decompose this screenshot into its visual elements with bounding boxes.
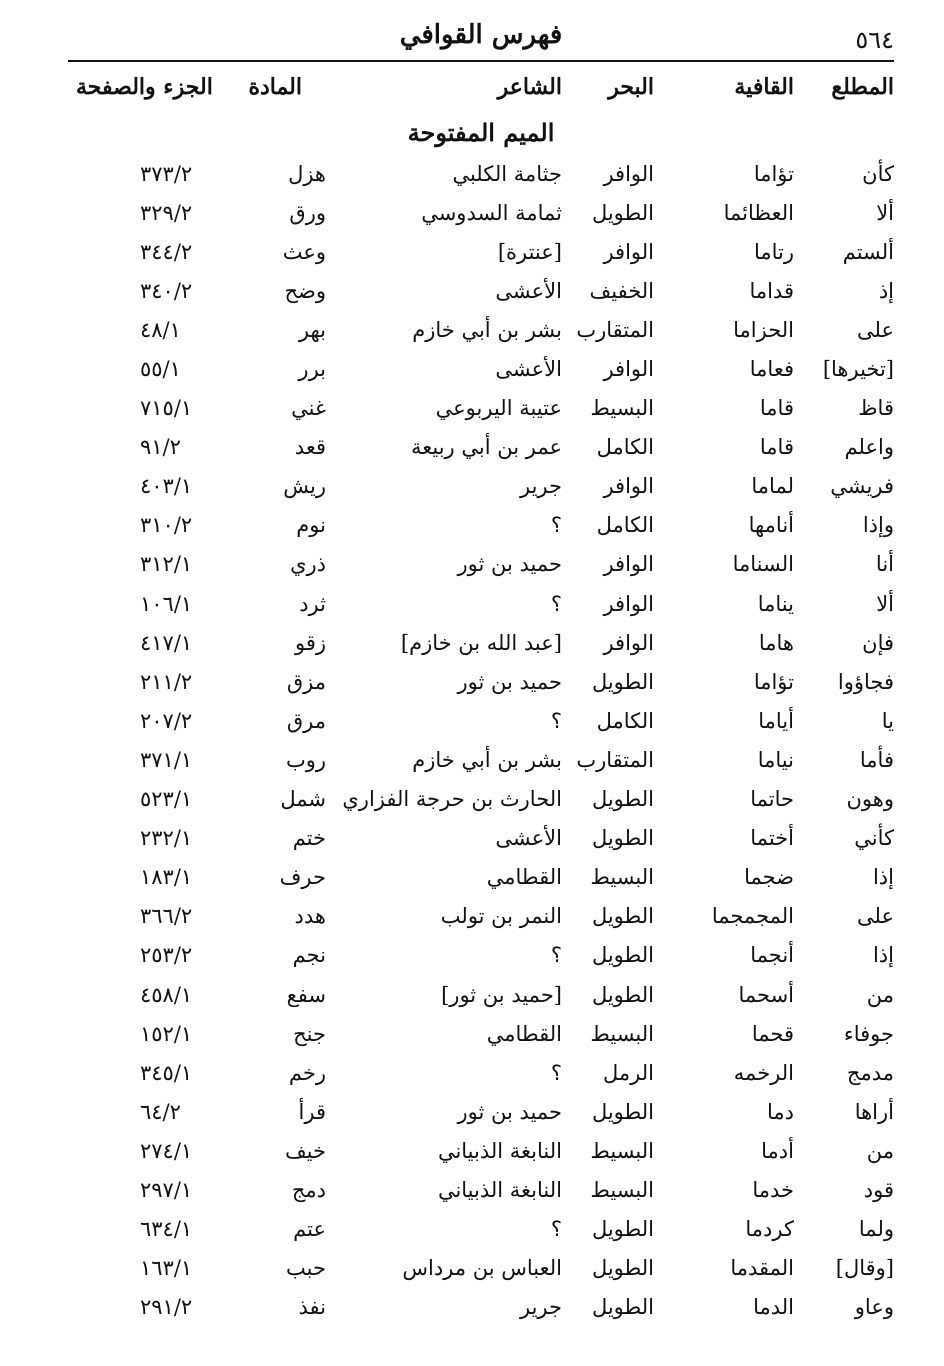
cell-root: مزق: [286, 669, 326, 694]
cell-meter: الخفيف: [589, 278, 654, 303]
cell-poet: العباس بن مرداس: [402, 1256, 562, 1281]
cell-meter: الطويل: [591, 1295, 654, 1320]
cell-meter: البسيط: [590, 1177, 654, 1202]
page: [68, 16, 894, 1327]
cell-rhyme: أختما: [750, 826, 794, 851]
cell-poet: ؟: [550, 1217, 562, 1242]
running-title: فهرس القوافي: [399, 20, 563, 50]
cell-root: جنح: [293, 1021, 326, 1046]
table-row: [68, 975, 894, 1014]
cell-rhyme: كردما: [745, 1217, 794, 1242]
cell-root: ثرد: [299, 591, 326, 616]
cell-volume-page: ٢٣٢/١: [140, 826, 193, 851]
cell-root: بهر: [298, 317, 326, 342]
cell-rhyme: قاما: [759, 435, 794, 460]
table-row: [68, 467, 894, 506]
cell-poet: حميد بن ثور: [457, 552, 562, 577]
cell-poet: النابغة الذبياني: [437, 1138, 562, 1163]
cell-meter: الطويل: [591, 982, 654, 1007]
table-row: [68, 936, 894, 975]
cell-meter: الوافر: [603, 630, 654, 655]
cell-root: عتم: [293, 1217, 326, 1242]
cell-root: ورق: [289, 200, 326, 225]
table-row: [68, 662, 894, 701]
cell-rhyme: ضجما: [744, 865, 794, 890]
cell-volume-page: ٣٤٤/٢: [140, 239, 193, 264]
cell-meter: الوافر: [603, 239, 654, 264]
cell-root: هدد: [294, 904, 326, 929]
cell-poet: ؟: [550, 513, 562, 538]
cell-poet: ؟: [550, 591, 562, 616]
cell-root: نفذ: [298, 1295, 326, 1320]
table-row: [68, 271, 894, 310]
cell-rhyme: المقدما: [730, 1256, 794, 1281]
cell-rhyme: قحما: [751, 1021, 794, 1046]
cell-volume-page: ٣٤٠/٢: [140, 278, 193, 303]
cell-rhyme: العظائما: [723, 200, 794, 225]
cell-volume-page: ٣٤٥/١: [140, 1060, 193, 1085]
cell-volume-page: ٢٧٤/١: [140, 1138, 193, 1163]
table-row: [68, 1288, 894, 1327]
cell-opening: ألا: [876, 591, 894, 616]
table-row: [68, 310, 894, 349]
cell-opening: أنا: [875, 552, 894, 577]
cell-opening: جوفاء: [843, 1021, 894, 1046]
cell-meter: الوافر: [603, 591, 654, 616]
cell-meter: الطويل: [591, 200, 654, 225]
cell-rhyme: قاما: [759, 396, 794, 421]
table-row: [68, 428, 894, 467]
cell-meter: الطويل: [591, 669, 654, 694]
cell-poet: جثامة الكلبي: [452, 161, 562, 186]
cell-root: زقو: [294, 630, 326, 655]
cell-rhyme: قداما: [749, 278, 794, 303]
cell-volume-page: ١٥٢/١: [140, 1021, 193, 1046]
cell-volume-page: ٣١٢/١: [140, 552, 193, 577]
cell-meter: الطويل: [591, 787, 654, 812]
cell-volume-page: ١٠٦/١: [140, 591, 193, 616]
table-row: [68, 740, 894, 779]
cell-meter: المتقارب: [576, 317, 654, 342]
table-row: [68, 1092, 894, 1131]
cell-rhyme: هاما: [758, 630, 794, 655]
column-header-poet: الشاعر: [497, 74, 562, 100]
cell-opening: على: [857, 317, 894, 342]
cell-root: نوم: [296, 513, 326, 538]
cell-opening: ألستم: [842, 239, 894, 264]
cell-volume-page: ٢٩١/٢: [140, 1295, 193, 1320]
cell-volume-page: ٤١٧/١: [140, 630, 193, 655]
table-row: [68, 701, 894, 740]
table-row: [68, 1249, 894, 1288]
index-table: [68, 154, 894, 1327]
cell-root: قعد: [294, 435, 326, 460]
cell-meter: الوافر: [603, 552, 654, 577]
table-row: [68, 232, 894, 271]
cell-rhyme: الحزاما: [733, 317, 794, 342]
cell-poet: [عنترة]: [497, 239, 562, 264]
section-title: الميم المفتوحة: [407, 118, 555, 147]
cell-rhyme: خدما: [752, 1177, 794, 1202]
column-header-ref: الجزء والصفحة: [76, 74, 213, 100]
column-header-rhyme: القافية: [734, 74, 794, 100]
cell-opening: من: [866, 982, 894, 1007]
cell-rhyme: الرخمه: [733, 1060, 794, 1085]
page-header: [68, 16, 894, 56]
cell-root: حرف: [279, 865, 326, 890]
cell-opening: [وقال]: [835, 1256, 894, 1281]
cell-rhyme: أدما: [761, 1138, 794, 1163]
cell-poet: حميد بن ثور: [457, 669, 562, 694]
cell-volume-page: ١٦٣/١: [140, 1256, 193, 1281]
cell-poet: بشر بن أبي خازم: [412, 317, 562, 342]
cell-opening: من: [866, 1138, 894, 1163]
table-row: [68, 545, 894, 584]
cell-rhyme: أنامها: [748, 513, 794, 538]
cell-opening: وهون: [846, 787, 894, 812]
cell-poet: عتيبة اليربوعي: [435, 396, 562, 421]
cell-rhyme: أسحما: [738, 982, 794, 1007]
cell-root: نجم: [292, 943, 326, 968]
cell-opening: إذ: [878, 278, 894, 303]
cell-opening: كأني: [854, 826, 894, 851]
cell-volume-page: ٤٨/١: [140, 317, 181, 342]
cell-meter: الوافر: [603, 474, 654, 499]
cell-root: حبب: [286, 1256, 326, 1281]
cell-root: خيف: [284, 1138, 326, 1163]
cell-opening: إذا: [872, 865, 894, 890]
cell-root: برر: [298, 357, 326, 382]
cell-volume-page: ٦٤/٢: [140, 1099, 181, 1124]
cell-poet: [حميد بن ثور]: [441, 982, 562, 1007]
cell-root: ختم: [292, 826, 326, 851]
cell-opening: قود: [863, 1177, 894, 1202]
cell-poet: ؟: [550, 943, 562, 968]
cell-poet: الحارث بن حرجة الفزاري: [342, 787, 562, 812]
cell-meter: البسيط: [590, 1138, 654, 1163]
cell-volume-page: ٣١٠/٢: [140, 513, 193, 538]
cell-meter: الكامل: [596, 513, 654, 538]
table-row: [68, 1053, 894, 1092]
cell-rhyme: نياما: [757, 747, 794, 772]
cell-opening: فأما: [859, 747, 894, 772]
cell-volume-page: ٤٥٨/١: [140, 982, 193, 1007]
table-row: [68, 389, 894, 428]
cell-meter: الطويل: [591, 904, 654, 929]
cell-opening: فجاؤوا: [837, 669, 894, 694]
table-row: [68, 1170, 894, 1209]
cell-volume-page: ٦٣٤/١: [140, 1217, 193, 1242]
cell-opening: ولما: [858, 1217, 894, 1242]
cell-opening: يا: [881, 708, 894, 733]
table-row: [68, 193, 894, 232]
cell-volume-page: ٩١/٢: [140, 435, 181, 460]
cell-rhyme: أياما: [758, 708, 794, 733]
cell-root: وضح: [284, 278, 326, 303]
cell-poet: بشر بن أبي خازم: [412, 747, 562, 772]
table-row: [68, 897, 894, 936]
table-row: [68, 623, 894, 662]
cell-meter: الكامل: [596, 708, 654, 733]
cell-meter: الرمل: [603, 1060, 654, 1085]
cell-poet: القطامي: [486, 865, 562, 890]
cell-meter: الكامل: [596, 435, 654, 460]
cell-root: غني: [291, 396, 326, 421]
table-row: [68, 349, 894, 388]
table-row: [68, 780, 894, 819]
table-row: [68, 1210, 894, 1249]
cell-poet: ؟: [550, 1060, 562, 1085]
cell-volume-page: ٣٧٣/٢: [140, 161, 193, 186]
table-row: [68, 506, 894, 545]
cell-volume-page: ٣٧١/١: [140, 747, 193, 772]
cell-volume-page: ٢٠٧/٢: [140, 708, 193, 733]
table-row: [68, 154, 894, 193]
cell-meter: البسيط: [590, 396, 654, 421]
cell-volume-page: ١٨٣/١: [140, 865, 193, 890]
cell-root: قرأ: [298, 1099, 326, 1124]
column-header-root: المادة: [248, 74, 302, 100]
cell-rhyme: الدما: [753, 1295, 794, 1320]
cell-opening: على: [857, 904, 894, 929]
cell-opening: فريشي: [830, 474, 894, 499]
cell-volume-page: ٣٢٩/٢: [140, 200, 193, 225]
table-row: [68, 858, 894, 897]
cell-rhyme: أنجما: [750, 943, 794, 968]
cell-meter: المتقارب: [576, 747, 654, 772]
cell-poet: عمر بن أبي ربيعة: [410, 435, 562, 460]
cell-opening: [تخيرها]: [822, 357, 894, 382]
cell-root: روب: [285, 747, 326, 772]
cell-volume-page: ٥٢٣/١: [140, 787, 193, 812]
cell-rhyme: السناما: [732, 552, 794, 577]
column-headers: [68, 62, 894, 112]
cell-poet: القطامي: [486, 1021, 562, 1046]
cell-opening: أراها: [854, 1099, 894, 1124]
cell-root: مرق: [286, 708, 326, 733]
cell-opening: فإن: [862, 630, 894, 655]
cell-rhyme: المجمجما: [711, 904, 794, 929]
cell-meter: الطويل: [591, 826, 654, 851]
cell-poet: جرير: [520, 474, 562, 499]
cell-meter: الطويل: [591, 1217, 654, 1242]
cell-meter: الطويل: [591, 1256, 654, 1281]
page-number: ٥٦٤: [855, 26, 894, 54]
cell-opening: مدمج: [846, 1060, 894, 1085]
cell-poet: حميد بن ثور: [457, 1099, 562, 1124]
cell-volume-page: ٣٦٦/٢: [140, 904, 193, 929]
cell-rhyme: رتاما: [753, 239, 794, 264]
cell-rhyme: تؤاما: [753, 161, 794, 186]
cell-root: وعث: [282, 239, 326, 264]
cell-meter: البسيط: [590, 865, 654, 890]
cell-rhyme: حاتما: [750, 787, 794, 812]
column-header-opening: المطلع: [831, 74, 894, 100]
cell-meter: الطويل: [591, 1099, 654, 1124]
cell-opening: كأن: [862, 161, 894, 186]
cell-root: رخم: [288, 1060, 326, 1085]
cell-poet: [عبد الله بن خازم]: [400, 630, 562, 655]
cell-meter: البسيط: [590, 1021, 654, 1046]
cell-opening: وعاو: [854, 1295, 894, 1320]
cell-poet: النابغة الذبياني: [437, 1177, 562, 1202]
cell-rhyme: لماما: [751, 474, 794, 499]
cell-root: ذري: [290, 552, 326, 577]
cell-poet: جرير: [520, 1295, 562, 1320]
cell-poet: الأعشى: [495, 826, 562, 851]
cell-poet: الأعشى: [495, 278, 562, 303]
cell-volume-page: ٢١١/٢: [140, 669, 193, 694]
cell-meter: الوافر: [603, 357, 654, 382]
cell-root: سفع: [286, 982, 326, 1007]
cell-rhyme: يناما: [757, 591, 794, 616]
cell-meter: الطويل: [591, 943, 654, 968]
cell-poet: النمر بن تولب: [440, 904, 562, 929]
table-row: [68, 1131, 894, 1170]
table-row: [68, 584, 894, 623]
cell-root: دمج: [291, 1177, 326, 1202]
cell-rhyme: فعاما: [749, 357, 794, 382]
cell-volume-page: ٥٥/١: [140, 357, 181, 382]
cell-opening: إذا: [872, 943, 894, 968]
table-row: [68, 819, 894, 858]
table-row: [68, 1014, 894, 1053]
cell-volume-page: ٢٩٧/١: [140, 1177, 193, 1202]
cell-rhyme: دما: [767, 1099, 794, 1124]
cell-root: هزل: [288, 161, 326, 186]
cell-root: شمل: [280, 787, 326, 812]
cell-poet: ؟: [550, 708, 562, 733]
cell-volume-page: ٧١٥/١: [140, 396, 193, 421]
cell-root: ريش: [283, 474, 326, 499]
column-header-meter: البحر: [608, 74, 654, 100]
cell-opening: وإذا: [862, 513, 894, 538]
cell-opening: قاظ: [858, 396, 894, 421]
cell-rhyme: تؤاما: [753, 669, 794, 694]
cell-meter: الوافر: [603, 161, 654, 186]
cell-volume-page: ٤٠٣/١: [140, 474, 193, 499]
cell-volume-page: ٢٥٣/٢: [140, 943, 193, 968]
cell-poet: الأعشى: [495, 357, 562, 382]
cell-poet: ثمامة السدوسي: [421, 200, 562, 225]
cell-opening: ألا: [876, 200, 894, 225]
cell-opening: واعلم: [844, 435, 894, 460]
